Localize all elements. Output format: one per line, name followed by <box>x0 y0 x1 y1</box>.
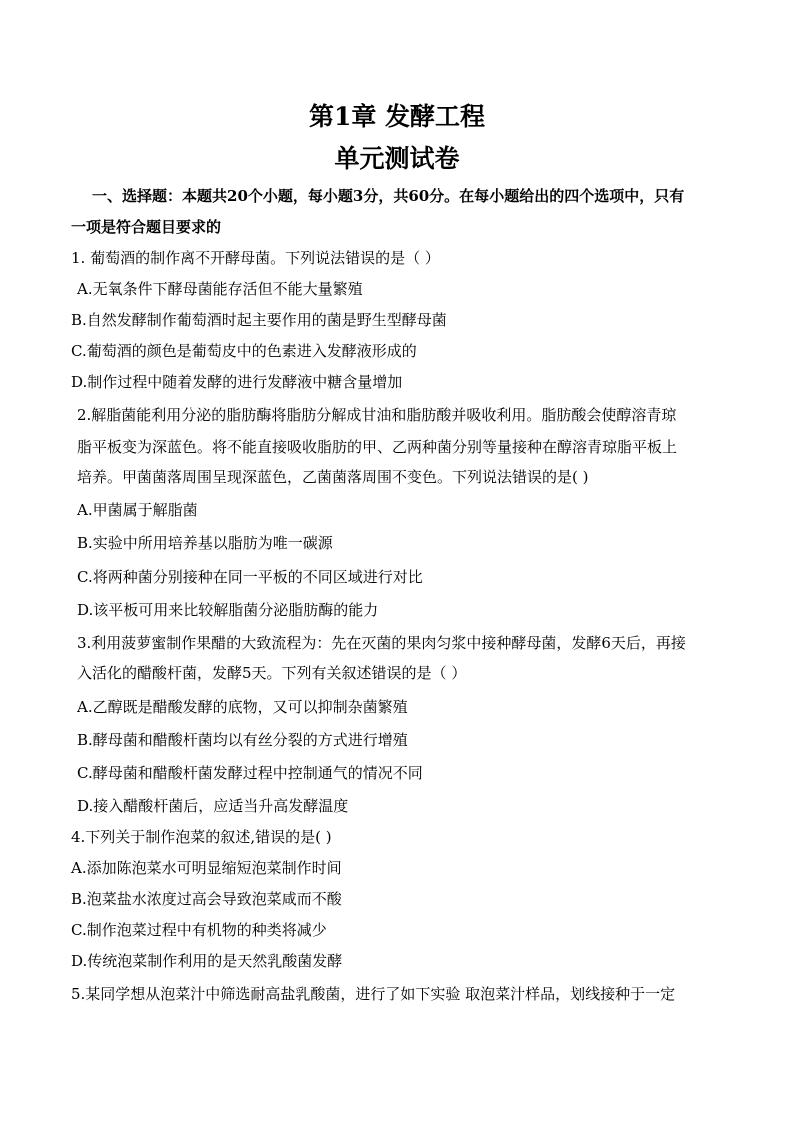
question-1-option-d: D.制作过程中随着发酵的进行发酵液中糖含量增加 <box>71 373 403 391</box>
question-1-option-b: B.自然发酵制作葡萄酒时起主要作用的菌是野生型酵母菌 <box>71 311 447 329</box>
question-2-stem-line2: 脂平板变为深蓝色。将不能直接吸收脂肪的甲、乙两种菌分别等量接种在醇溶青琼脂平板上 <box>77 438 678 456</box>
question-3-option-c: C.酵母菌和醋酸杆菌发酵过程中控制通气的情况不同 <box>77 764 423 782</box>
question-5-stem-line1: 5.某同学想从泡菜汁中筛选耐高盐乳酸菌，进行了如下实验 取泡菜汁样品，划线接种于一定 <box>71 985 676 1003</box>
question-3-stem-line2: 入活化的醋酸杆菌，发酵5天。下列有关叙述错误的是（ ） <box>77 664 467 682</box>
question-4-option-b: B.泡菜盐水浓度过高会导致泡菜咸而不酸 <box>71 890 342 908</box>
question-1-option-c: C.葡萄酒的颜色是葡萄皮中的色素进入发酵液形成的 <box>71 342 417 360</box>
question-4-option-c: C.制作泡菜过程中有机物的种类将减少 <box>71 921 327 939</box>
test-title: 单元测试卷 <box>334 144 460 173</box>
question-2-option-d: D.该平板可用来比较解脂菌分泌脂肪酶的能力 <box>77 601 379 619</box>
question-3-option-a: A.乙醇既是醋酸发酵的底物，又可以抑制杂菌繁殖 <box>77 698 408 716</box>
question-2-option-b: B.实验中所用培养基以脂肪为唯一碳源 <box>77 534 333 552</box>
section-instructions-line2: 一项是符合题目要求的 <box>71 218 222 236</box>
question-3-option-d: D.接入醋酸杆菌后，应适当升高发酵温度 <box>77 797 349 815</box>
question-3-stem-line1: 3.利用菠萝蜜制作果醋的大致流程为：先在灭菌的果肉匀浆中接种酵母菌，发酵6天后，再接 <box>77 634 686 652</box>
question-4-option-a: A.添加陈泡菜水可明显缩短泡菜制作时间 <box>71 859 342 877</box>
question-4-option-d: D.传统泡菜制作利用的是天然乳酸菌发酵 <box>71 952 343 970</box>
question-1-stem: 1. 葡萄酒的制作离不开酵母菌。下列说法错误的是（ ） <box>71 249 440 267</box>
question-4-stem: 4.下列关于制作泡菜的叙述,错误的是( ) <box>71 828 332 846</box>
chapter-title: 第1章 发酵工程 <box>308 102 486 131</box>
section-instructions-line1: 一、选择题：本题共20个小题，每小题3分，共60分。在每小题给出的四个选项中，只有 <box>92 187 685 205</box>
question-1-option-a: A.无氧条件下酵母菌能存活但不能大量繁殖 <box>77 280 363 298</box>
question-2-option-a: A.甲菌属于解脂菌 <box>77 501 198 519</box>
question-2-option-c: C.将两种菌分别接种在同一平板的不同区域进行对比 <box>77 568 423 586</box>
question-3-option-b: B.酵母菌和醋酸杆菌均以有丝分裂的方式进行增殖 <box>77 731 408 749</box>
question-2-stem-line3: 培养。甲菌菌落周围呈现深蓝色，乙菌菌落周围不变色。下列说法错误的是( ) <box>77 468 589 486</box>
question-2-stem-line1: 2.解脂菌能利用分泌的脂肪酶将脂肪分解成甘油和脂肪酸并吸收利用。脂肪酸会使醇溶青琼 <box>77 406 677 424</box>
